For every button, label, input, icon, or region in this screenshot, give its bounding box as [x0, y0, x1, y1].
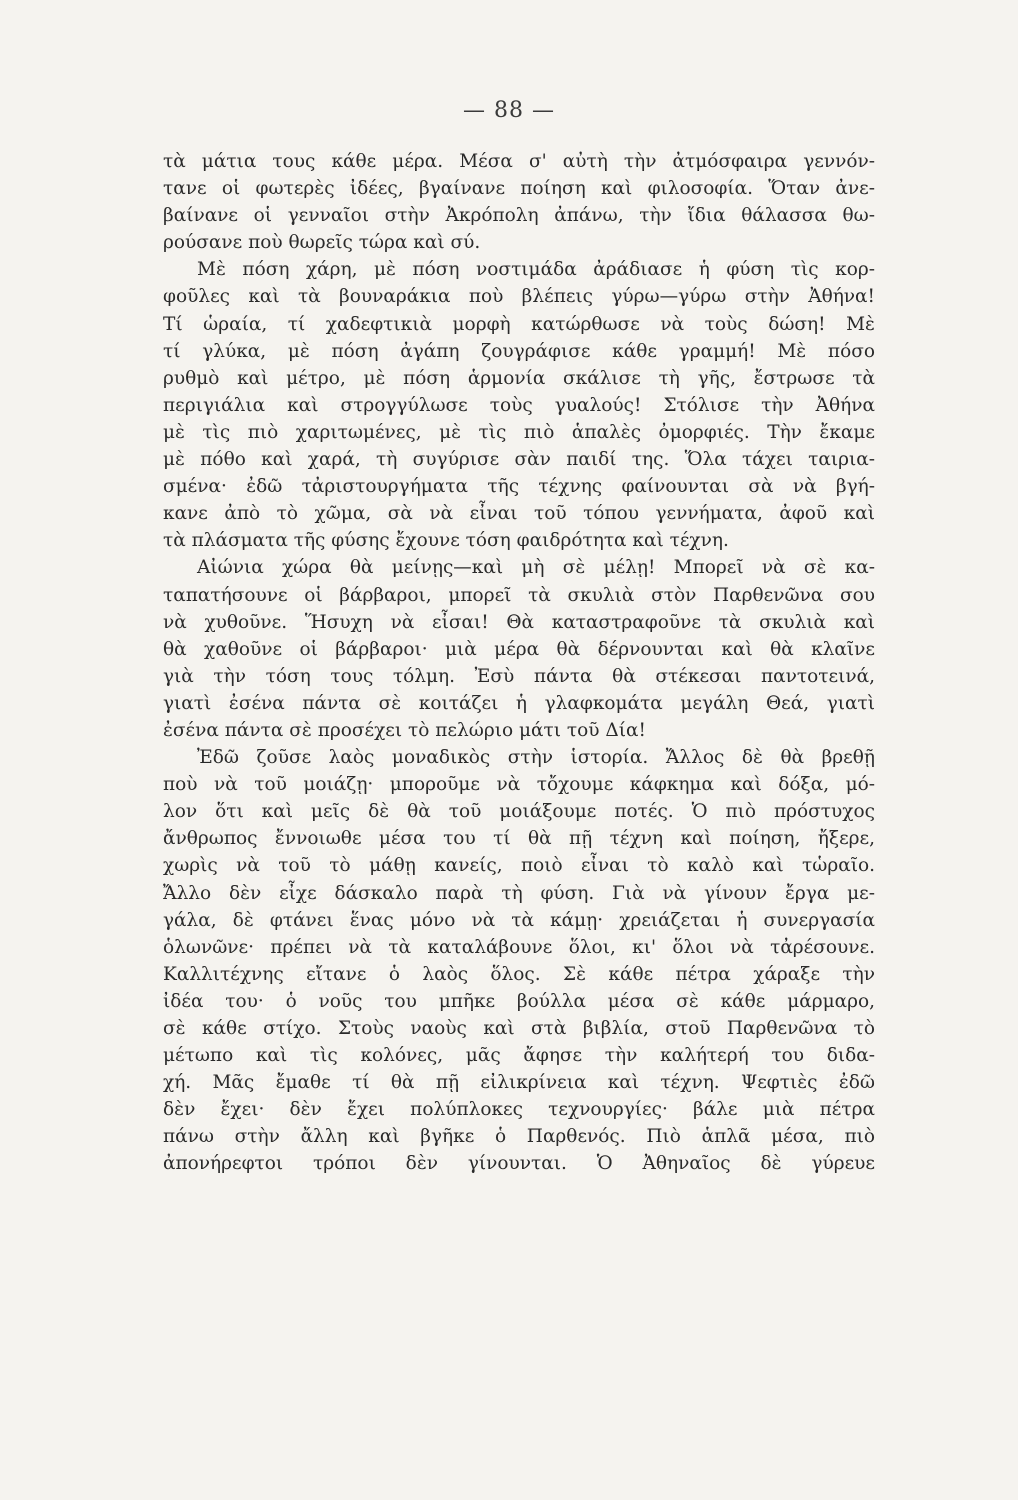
text-line: Ἄλλο δὲν εἶχε δάσκαλο παρὰ τὴ φύση. Γιὰ νὰ γίνουν ἔργα με-	[163, 882, 875, 904]
text-line: ρυθμὸ καὶ μέτρο, μὲ πόση ἁρμονία σκάλισε τὴ γῆς, ἔστρωσε τὰ	[163, 367, 875, 389]
text-line: τὰ πλάσματα τῆς φύσης ἔχουνε τόση φαιδρότητα καὶ τέχνη.	[163, 530, 729, 552]
text-line: περιγιάλια καὶ στρογγύλωσε τοὺς γυαλούς! Στόλισε τὴν Ἀθήνα	[163, 394, 875, 416]
page-number: — 88 —	[463, 98, 555, 123]
text-line: τὰ μάτια τους κάθε μέρα. Μέσα σ' αὐτὴ τὴν ἀτμόσφαιρα γεννόν-	[163, 151, 875, 172]
body-text	[163, 148, 875, 1178]
text-line: γιὰ τὴν τόση τους τόλμη. Ἐσὺ πάντα θὰ στέκεσαι παντοτεινά,	[163, 665, 875, 687]
text-line: δὲν ἔχει· δὲν ἔχει πολύπλοκες τεχνουργίες· βάλε μιὰ πέτρα	[163, 1099, 875, 1121]
text-line: ποὺ νὰ τοῦ μοιάζῃ· μποροῦμε νὰ τὄχουμε κάφκημα καὶ δόξα, μό-	[163, 774, 875, 796]
text-line: γάλα, δὲ φτάνει ἕνας μόνο νὰ τὰ κάμῃ· χρειάζεται ἡ συνεργασία	[163, 909, 875, 931]
text-line: τανε οἱ φωτερὲς ἰδέες, βγαίνανε ποίηση καὶ φιλοσοφία. Ὅταν ἀνε-	[163, 178, 875, 200]
text-line: Μὲ πόση χάρη, μὲ πόση νοστιμάδα ἀράδιασε ἡ φύση τὶς κορ-	[197, 259, 875, 281]
text-line: ἄνθρωπος ἔννοιωθε μέσα του τί θὰ πῇ τέχνη καὶ ποίηση, ἤξερε,	[163, 828, 875, 850]
text-line: μὲ τὶς πιὸ χαριτωμένες, μὲ τὶς πιὸ ἁπαλὲς ὀμορφιές. Τὴν ἔκαμε	[163, 421, 875, 443]
text-line: λον ὅτι καὶ μεῖς δὲ θὰ τοῦ μοιάξουμε ποτές. Ὁ πιὸ πρόστυχος	[163, 801, 875, 823]
text-line: ταπατήσουνε οἱ βάρβαροι, μπορεῖ τὰ σκυλιὰ στὸν Παρθενῶνα σου	[163, 584, 875, 606]
text-line: ἐσένα πάντα σὲ προσέχει τὸ πελώριο μάτι τοῦ Δία!	[163, 719, 646, 741]
text-line: βαίνανε οἱ γενναῖοι στὴν Ἀκρόπολη ἀπάνω, τὴν ἴδια θάλασσα θω-	[163, 205, 875, 227]
text-line: ἰδέα του· ὁ νοῦς του μπῆκε βούλλα μέσα σὲ κάθε μάρμαρο,	[163, 990, 875, 1012]
text-line: φοῦλες καὶ τὰ βουναράκια ποὺ βλέπεις γύρω—γύρω στὴν Ἀθήνα!	[163, 286, 875, 308]
text-line: Τί ὡραία, τί χαδεφτικιὰ μορφὴ κατώρθωσε νὰ τοὺς δώση! Μὲ	[163, 313, 875, 335]
text-line: ὁλωνῶνε· πρέπει νὰ τὰ καταλάβουνε ὅλοι, κι' ὅλοι νὰ τἀρέσουνε.	[163, 936, 875, 958]
text-line: χωρὶς νὰ τοῦ τὸ μάθῃ κανείς, ποιὸ εἶναι τὸ καλὸ καὶ τὡραῖο.	[163, 855, 875, 877]
text-line: σμένα· ἐδῶ τἀριστουργήματα τῆς τέχνης φαίνουνται σὰ νὰ βγή-	[163, 476, 875, 498]
text-line: Καλλιτέχνης εἴτανε ὁ λαὸς ὅλος. Σὲ κάθε πέτρα χάραξε τὴν	[163, 963, 875, 985]
text-line: θὰ χαθοῦνε οἱ βάρβαροι· μιὰ μέρα θὰ δέρνουνται καὶ θὰ κλαῖνε	[163, 638, 875, 660]
text-line: νὰ χυθοῦνε. Ἥσυχη νὰ εἶσαι! Θὰ καταστραφοῦνε τὰ σκυλιὰ καὶ	[163, 611, 875, 633]
text-line: χή. Μᾶς ἔμαθε τί θὰ πῇ εἰλικρίνεια καὶ τέχνη. Ψεφτιὲς ἐδῶ	[163, 1072, 875, 1094]
text-line: γιατὶ ἐσένα πάντα σὲ κοιτάζει ἡ γλαφκομάτα μεγάλη Θεά, γιατὶ	[163, 692, 875, 714]
text-line: σὲ κάθε στίχο. Στοὺς ναοὺς καὶ στὰ βιβλία, στοῦ Παρθενῶνα τὸ	[163, 1018, 875, 1039]
text-line: ἀπονήρεφτοι τρόποι δὲν γίνουνται. Ὁ Ἀθηναῖος δὲ γύρευε	[163, 1153, 875, 1175]
text-line: πάνω στὴν ἄλλη καὶ βγῆκε ὁ Παρθενός. Πιὸ ἁπλᾶ μέσα, πιὸ	[163, 1126, 875, 1148]
text-line: κανε ἀπὸ τὸ χῶμα, σὰ νὰ εἶναι τοῦ τόπου γεννήματα, ἀφοῦ καὶ	[163, 503, 875, 525]
text-line: τί γλύκα, μὲ πόση ἀγάπη ζουγράφισε κάθε γραμμή! Μὲ πόσο	[163, 340, 875, 362]
text-line: μὲ πόθο καὶ χαρά, τὴ συγύρισε σὰν παιδί της. Ὅλα τάχει ταιρια-	[163, 449, 875, 471]
text-line: Ἐδῶ ζοῦσε λαὸς μοναδικὸς στὴν ἱστορία. Ἄλλος δὲ θὰ βρεθῇ	[197, 747, 875, 769]
text-line: Αἰώνια χώρα θὰ μείνῃς—καὶ μὴ σὲ μέλῃ! Μπορεῖ νὰ σὲ κα-	[197, 557, 875, 579]
text-line: ρούσανε ποὺ θωρεῖς τώρα καὶ σύ.	[163, 232, 481, 254]
text-line: μέτωπο καὶ τὶς κολόνες, μᾶς ἄφησε τὴν καλήτερή του διδα-	[163, 1045, 875, 1067]
